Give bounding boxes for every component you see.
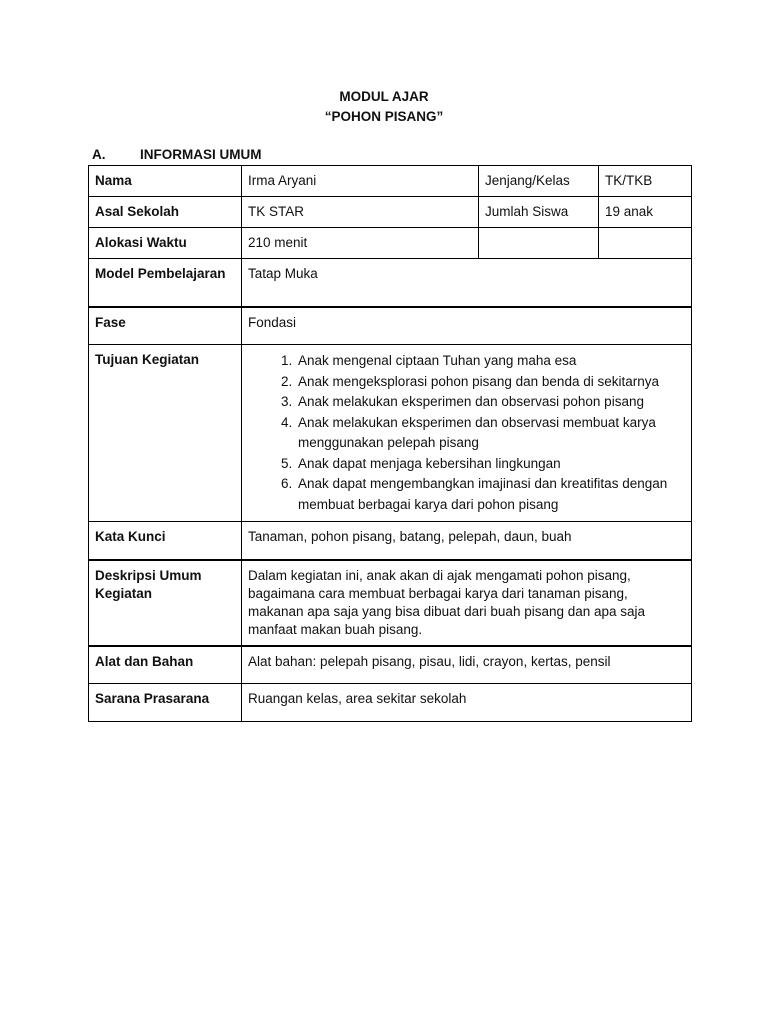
section-title: INFORMASI UMUM [140,147,262,162]
value-jumlah-siswa: 19 anak [599,197,692,228]
label-asal-sekolah: Asal Sekolah [89,197,242,228]
value-alokasi-waktu: 210 menit [242,228,479,259]
empty-cell [599,228,692,259]
list-item: 2. Anak mengeksplorasi pohon pisang dan benda di sekitarnya [296,372,685,393]
value-asal-sekolah: TK STAR [242,197,479,228]
value-nama: Irma Aryani [242,166,479,197]
row-deskripsi-umum [89,560,692,646]
section-number: A. [92,147,106,162]
list-item: 1. Anak mengenal ciptaan Tuhan yang maha esa [296,351,685,372]
list-item: 4. Anak melakukan eksperimen dan observasi membuat karya menggunakan pelepah pisang [296,413,685,454]
label-alat-bahan: Alat dan Bahan [89,646,242,684]
row-sarana-prasarana [89,684,692,722]
row-asal-sekolah [89,197,692,228]
value-jenjang-kelas: TK/TKB [599,166,692,197]
value-fase: Fondasi [242,307,692,345]
value-model-pembelajaran: Tatap Muka [242,259,692,307]
row-kata-kunci [89,522,692,560]
row-alokasi-waktu [89,228,692,259]
label-deskripsi-umum: Deskripsi Umum Kegiatan [89,560,242,646]
list-item: 3. Anak melakukan eksperimen dan observasi pohon pisang [296,392,685,413]
value-tujuan-kegiatan [242,345,692,522]
value-kata-kunci: Tanaman, pohon pisang, batang, pelepah, daun, buah [242,522,692,560]
document-title: MODUL AJAR [339,89,429,104]
label-kata-kunci: Kata Kunci [89,522,242,560]
value-deskripsi-umum: Dalam kegiatan ini, anak akan di ajak mengamati pohon pisang, bagaimana cara membuat berbagai karya dari tanaman pisang, makanan apa saja yang bisa dibuat dari buah pisang dan apa saja manfaat makan buah pisang. [242,560,692,646]
info-table [88,165,692,722]
row-model-pembelajaran [89,259,692,307]
row-fase [89,307,692,345]
row-tujuan-kegiatan [89,345,692,522]
label-fase: Fase [89,307,242,345]
label-nama: Nama [89,166,242,197]
tujuan-list [248,351,685,515]
label-sarana-prasarana: Sarana Prasarana [89,684,242,722]
label-alokasi-waktu: Alokasi Waktu [89,228,242,259]
value-sarana-prasarana: Ruangan kelas, area sekitar sekolah [242,684,692,722]
row-nama [89,166,692,197]
row-alat-bahan [89,646,692,684]
list-item: 5. Anak dapat menjaga kebersihan lingkungan [296,454,685,475]
document-subtitle: “POHON PISANG” [324,109,444,124]
value-alat-bahan: Alat bahan: pelepah pisang, pisau, lidi, crayon, kertas, pensil [242,646,692,684]
label-model-pembelajaran: Model Pembelajaran [89,259,242,307]
section-heading [92,147,262,162]
label-jenjang-kelas: Jenjang/Kelas [479,166,599,197]
label-jumlah-siswa: Jumlah Siswa [479,197,599,228]
list-item: 6. Anak dapat mengembangkan imajinasi dan kreatifitas dengan membuat berbagai karya dari pohon pisang [296,474,685,515]
label-tujuan-kegiatan: Tujuan Kegiatan [89,345,242,522]
empty-cell [479,228,599,259]
